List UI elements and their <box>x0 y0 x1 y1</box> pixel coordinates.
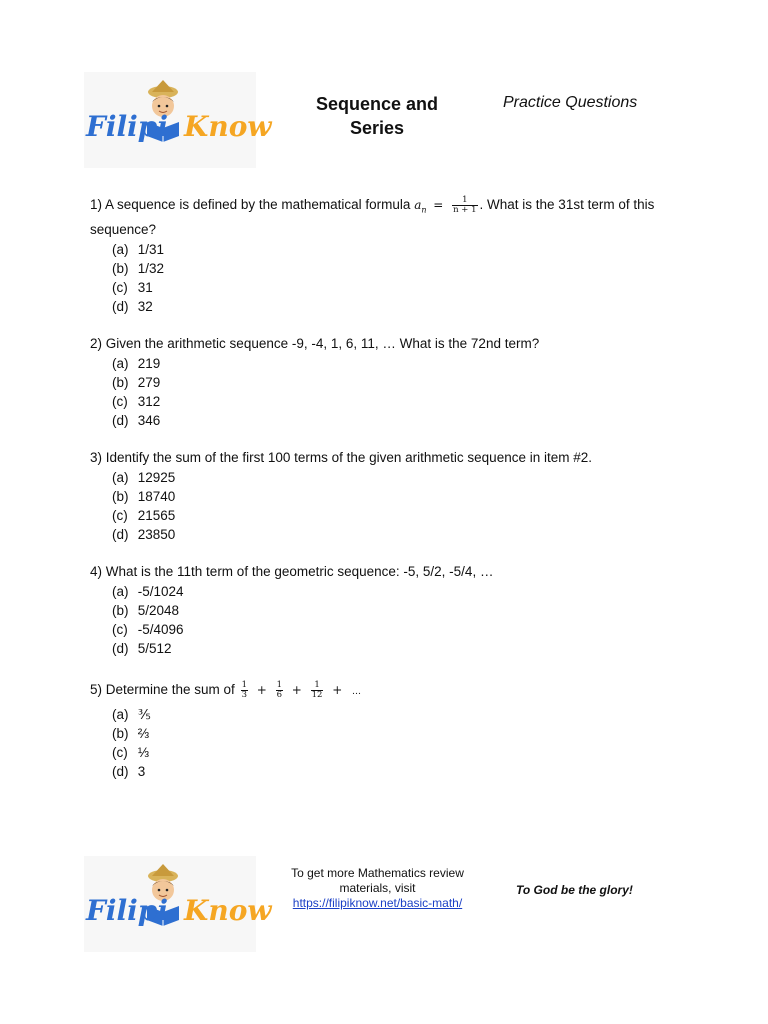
question-1-stem <box>90 195 690 240</box>
option-1a: (a) 1/31 <box>112 242 165 258</box>
question-2-stem: 2) Given the arithmetic sequence -9, -4, 1, 6, 11, … What is the 72nd term? <box>90 336 540 352</box>
series-fraction-2: $\frac{1}{6}$ <box>276 680 283 701</box>
page-subtitle: Practice Questions <box>503 94 638 111</box>
plus-sign: + <box>332 683 343 698</box>
question-1-text-before: 1) A sequence is defined by the mathematical formula <box>90 197 411 212</box>
option-5c: (c) ⅓ <box>112 745 150 761</box>
option-4c: (c) -5/4096 <box>112 622 184 638</box>
option-2c: (c) 312 <box>112 394 161 410</box>
option-4b: (b) 5/2048 <box>112 603 180 619</box>
option-2b: (b) 279 <box>112 375 161 391</box>
question-3-stem: 3) Identify the sum of the first 100 terms of the given arithmetic sequence in item #2. <box>90 450 592 466</box>
filipiknow-logo <box>84 72 272 168</box>
plus-sign: + <box>291 683 302 698</box>
question-1-text-after: . What is the 31st term of this sequence? <box>90 197 655 238</box>
formula-an: $a_n$ <box>414 198 427 215</box>
option-2a: (a) 219 <box>112 356 161 372</box>
footer-note <box>280 866 475 911</box>
formula-fraction: $\frac{1}{n + 1}$ <box>453 194 477 215</box>
question-list <box>90 195 690 781</box>
series-fraction-1: $\frac{1}{3}$ <box>241 680 247 701</box>
question-4-stem: 4) What is the 11th term of the geometric sequence: -5, 5/2, -5/4, … <box>90 564 494 580</box>
option-3c: (c) 21565 <box>112 508 176 524</box>
logo-text-filipi: Filipi <box>86 110 169 143</box>
option-5b: (b) ⅔ <box>112 726 150 742</box>
equals-sign: = <box>433 198 444 212</box>
question-4 <box>90 562 690 658</box>
option-3a: (a) 12925 <box>112 470 176 486</box>
option-4d: (d) 5/512 <box>112 641 172 657</box>
question-5-text: 5) Determine the sum of <box>90 682 235 698</box>
option-4a: (a) -5/1024 <box>112 584 184 600</box>
question-3 <box>90 448 690 544</box>
footer-motto: To God be the glory! <box>516 883 633 897</box>
logo-text-know: Know <box>184 110 272 143</box>
option-1c: (c) 31 <box>112 280 153 296</box>
series-fraction-3: $\frac{1}{12}$ <box>311 680 323 701</box>
option-5d: (d) 3 <box>112 764 146 780</box>
logo-text-know: Know <box>184 894 272 927</box>
logo-text-filipi: Filipi <box>86 894 169 927</box>
plus-sign: + <box>256 683 267 698</box>
option-1d: (d) 32 <box>112 299 153 315</box>
option-3d: (d) 23850 <box>112 527 176 543</box>
question-2 <box>90 334 690 430</box>
series-ellipsis: … <box>352 687 362 698</box>
filipiknow-footer-logo <box>84 856 272 952</box>
question-1 <box>90 195 690 316</box>
question-5 <box>90 677 690 781</box>
basic-math-link[interactable]: https://filipiknow.net/basic-math/ <box>292 896 463 910</box>
option-3b: (b) 18740 <box>112 489 176 505</box>
page-title: Sequence and Series <box>315 94 439 138</box>
footer-line: To get more Mathematics review materials, visit <box>291 866 464 895</box>
question-5-stem <box>90 677 690 705</box>
option-2d: (d) 346 <box>112 413 161 429</box>
option-5a: (a) ⅗ <box>112 707 151 723</box>
option-1b: (b) 1/32 <box>112 261 165 277</box>
